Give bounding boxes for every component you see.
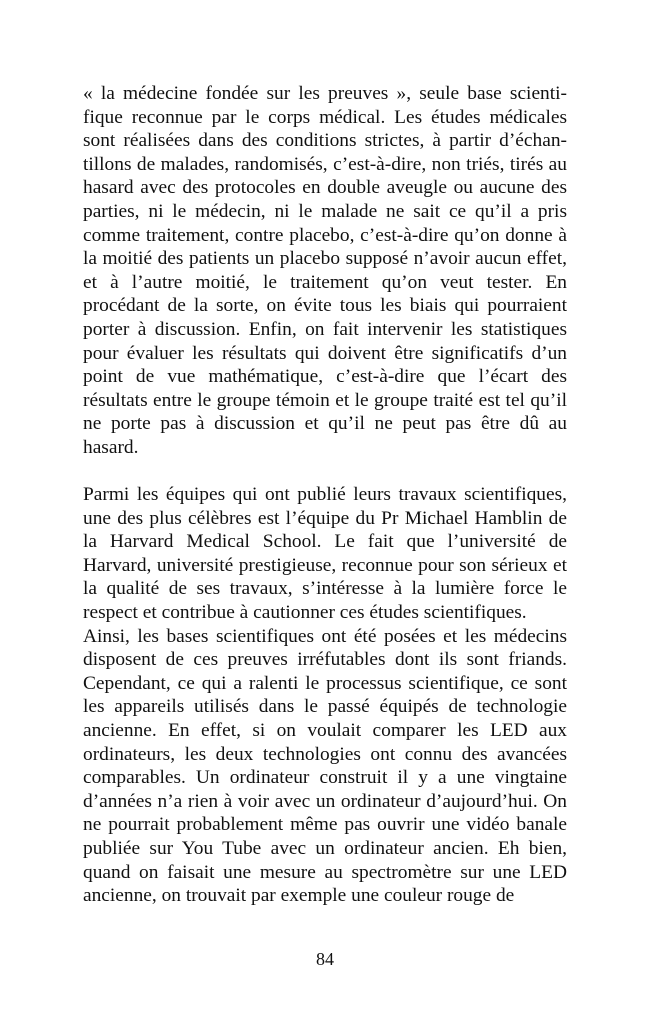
body-text <box>83 82 567 908</box>
paragraph-led-technology: Ainsi, les bases scientifiques ont été posées et les médecins disposent de ces preuves irréfutables dont ils sont friands. Cependant, ce qui a ralenti le processus scientifique, ce sont les appareils utilisés dans le passé équipés de technologie ancienne. En effet, si on voulait comparer les LED aux ordinateurs, les deux technologies ont connu des avancées comparables. Un ordinateur construit il y a une vingtaine d’années n’a rien à voir avec un ordinateur d’aujourd’hui. On ne pourrait probablement même pas ouvrir une vidéo banale publiée sur You Tube avec un ordinateur ancien. Eh bien, quand on faisait une mesure au spectromètre sur une LED ancienne, on trouvait par exemple une couleur rouge de <box>83 625 567 907</box>
paragraph-harvard-team: Parmi les équipes qui ont publié leurs travaux scientifiques, une des plus célèbres est l’équipe du Pr Michael Hamblin de la Harvard Medical School. Le fait que l’université de Harvard, université prestigieuse, reconnue pour son sérieux et la qualité de ses travaux, s’intéresse à la lumière force le respect et contribue à cautionner ces études scientifiques. <box>83 484 567 624</box>
paragraph-evidence-based-medicine: « la médecine fondée sur les preuves », seule base scientifique reconnue par le corps médical. Les études médicales sont réalisées dans des conditions strictes, à partir d’échantillons de malades, randomisés, c’est-à-dire, non triés, tirés au hasard avec des protocoles en double aveugle ou aucune des parties, ni le médecin, ni le malade ne sait ce qu’il a pris comme traitement, contre placebo, c’est-à-dire qu’on donne à la moitié des patients un placebo supposé n’avoir aucun effet, et à l’autre moitié, le traitement qu’on veut tester. En procédant de la sorte, on évite tous les biais qui pourraient porter à discussion. Enfin, on fait intervenir les statistiques pour évaluer les résultats qui doivent être significatifs d’un point de vue mathématique, c’est-à-dire que l’écart des résultats entre le groupe témoin et le groupe traité est tel qu’il ne porte pas à discussion et qu’il ne peut pas être dû au hasard. <box>83 83 567 458</box>
page-number: 84 <box>316 949 334 969</box>
